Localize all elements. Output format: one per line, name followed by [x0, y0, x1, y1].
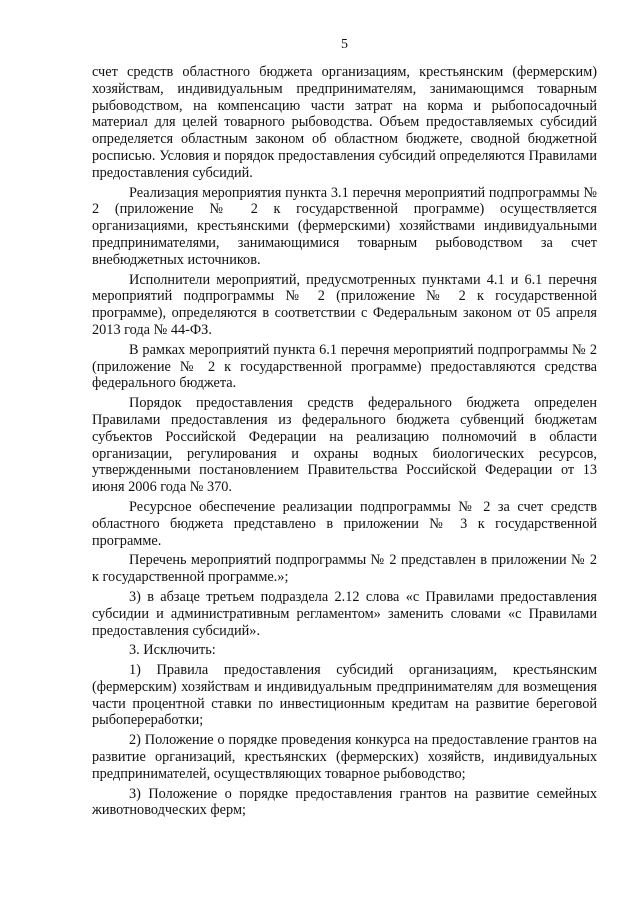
paragraph: 3. Исключить:: [129, 642, 216, 659]
paragraph: Ресурсное обеспечение реализации подпрограммы № 2 за счет средств областного бюджета представлено в приложении № 3 к государственной программе.: [92, 498, 597, 549]
paragraph: Перечень мероприятий подпрограммы № 2 представлен в приложении № 2 к государственной программе.»;: [92, 552, 597, 586]
paragraph: 1) Правила предоставления субсидий организациям, крестьянским (фермерским) хозяйствам и индивидуальным предпринимателям для возмещения части процентной ставки по инвестиционным кредитам на развитие береговой рыбопереработки;: [92, 662, 597, 729]
paragraph: Порядок предоставления средств федерального бюджета определен Правилами предоставления из федерального бюджета субвенций бюджетам субъектов Российской Федерации на реализацию полномочий в области организации, регулирования и охраны водных биологических ресурсов, утвержденными постановлением Правительства Российской Федерации от 13 июня 2006 года № 370.: [92, 395, 597, 496]
page-number: 5: [341, 37, 348, 52]
paragraph: счет средств областного бюджета организациям, крестьянским (фермерским) хозяйствам, индивидуальным предпринимателям, занимающимся товарным рыбоводством, на компенсацию части затрат на корма и рыбопосадочный материал для целей товарного рыбоводства. Объем предоставляемых субсидий определяется областным законом об областном бюджете, сводной бюджетной росписью. Условия и порядок предоставления субсидий определяются Правилами предоставления субсидий.: [92, 64, 597, 181]
paragraph: 2) Положение о порядке проведения конкурса на предоставление грантов на развитие организаций, крестьянских (фермерских) хозяйств, индивидуальных предпринимателей, осуществляющих товарное рыбоводство;: [92, 732, 597, 782]
paragraph: В рамках мероприятий пункта 6.1 перечня мероприятий подпрограммы № 2 (приложение № 2 к государственной программе) предоставляются средства федерального бюджета.: [92, 341, 597, 392]
paragraph: 3) Положение о порядке предоставления грантов на развитие семейных животноводческих ферм;: [92, 785, 597, 819]
document-page: [92, 36, 597, 822]
paragraph: 3) в абзаце третьем подраздела 2.12 слова «с Правилами предоставления субсидии и административным регламентом» заменить словами «с Правилами предоставления субсидий».: [92, 588, 597, 639]
paragraph: Реализация мероприятия пункта 3.1 перечня мероприятий подпрограммы № 2 (приложение № 2 к государственной программе) осуществляется организациями, крестьянскими (фермерскими) хозяйствами индивидуальными предпринимателями, занимающимися товарным рыбоводством за счет внебюджетных источников.: [92, 184, 597, 268]
paragraph: Исполнители мероприятий, предусмотренных пунктами 4.1 и 6.1 перечня мероприятий подпрограммы № 2 (приложение № 2 к государственной программе), определяются в соответствии с Федеральным законом от 05 апреля 2013 года № 44-ФЗ.: [92, 271, 597, 338]
document-body: [92, 64, 597, 819]
